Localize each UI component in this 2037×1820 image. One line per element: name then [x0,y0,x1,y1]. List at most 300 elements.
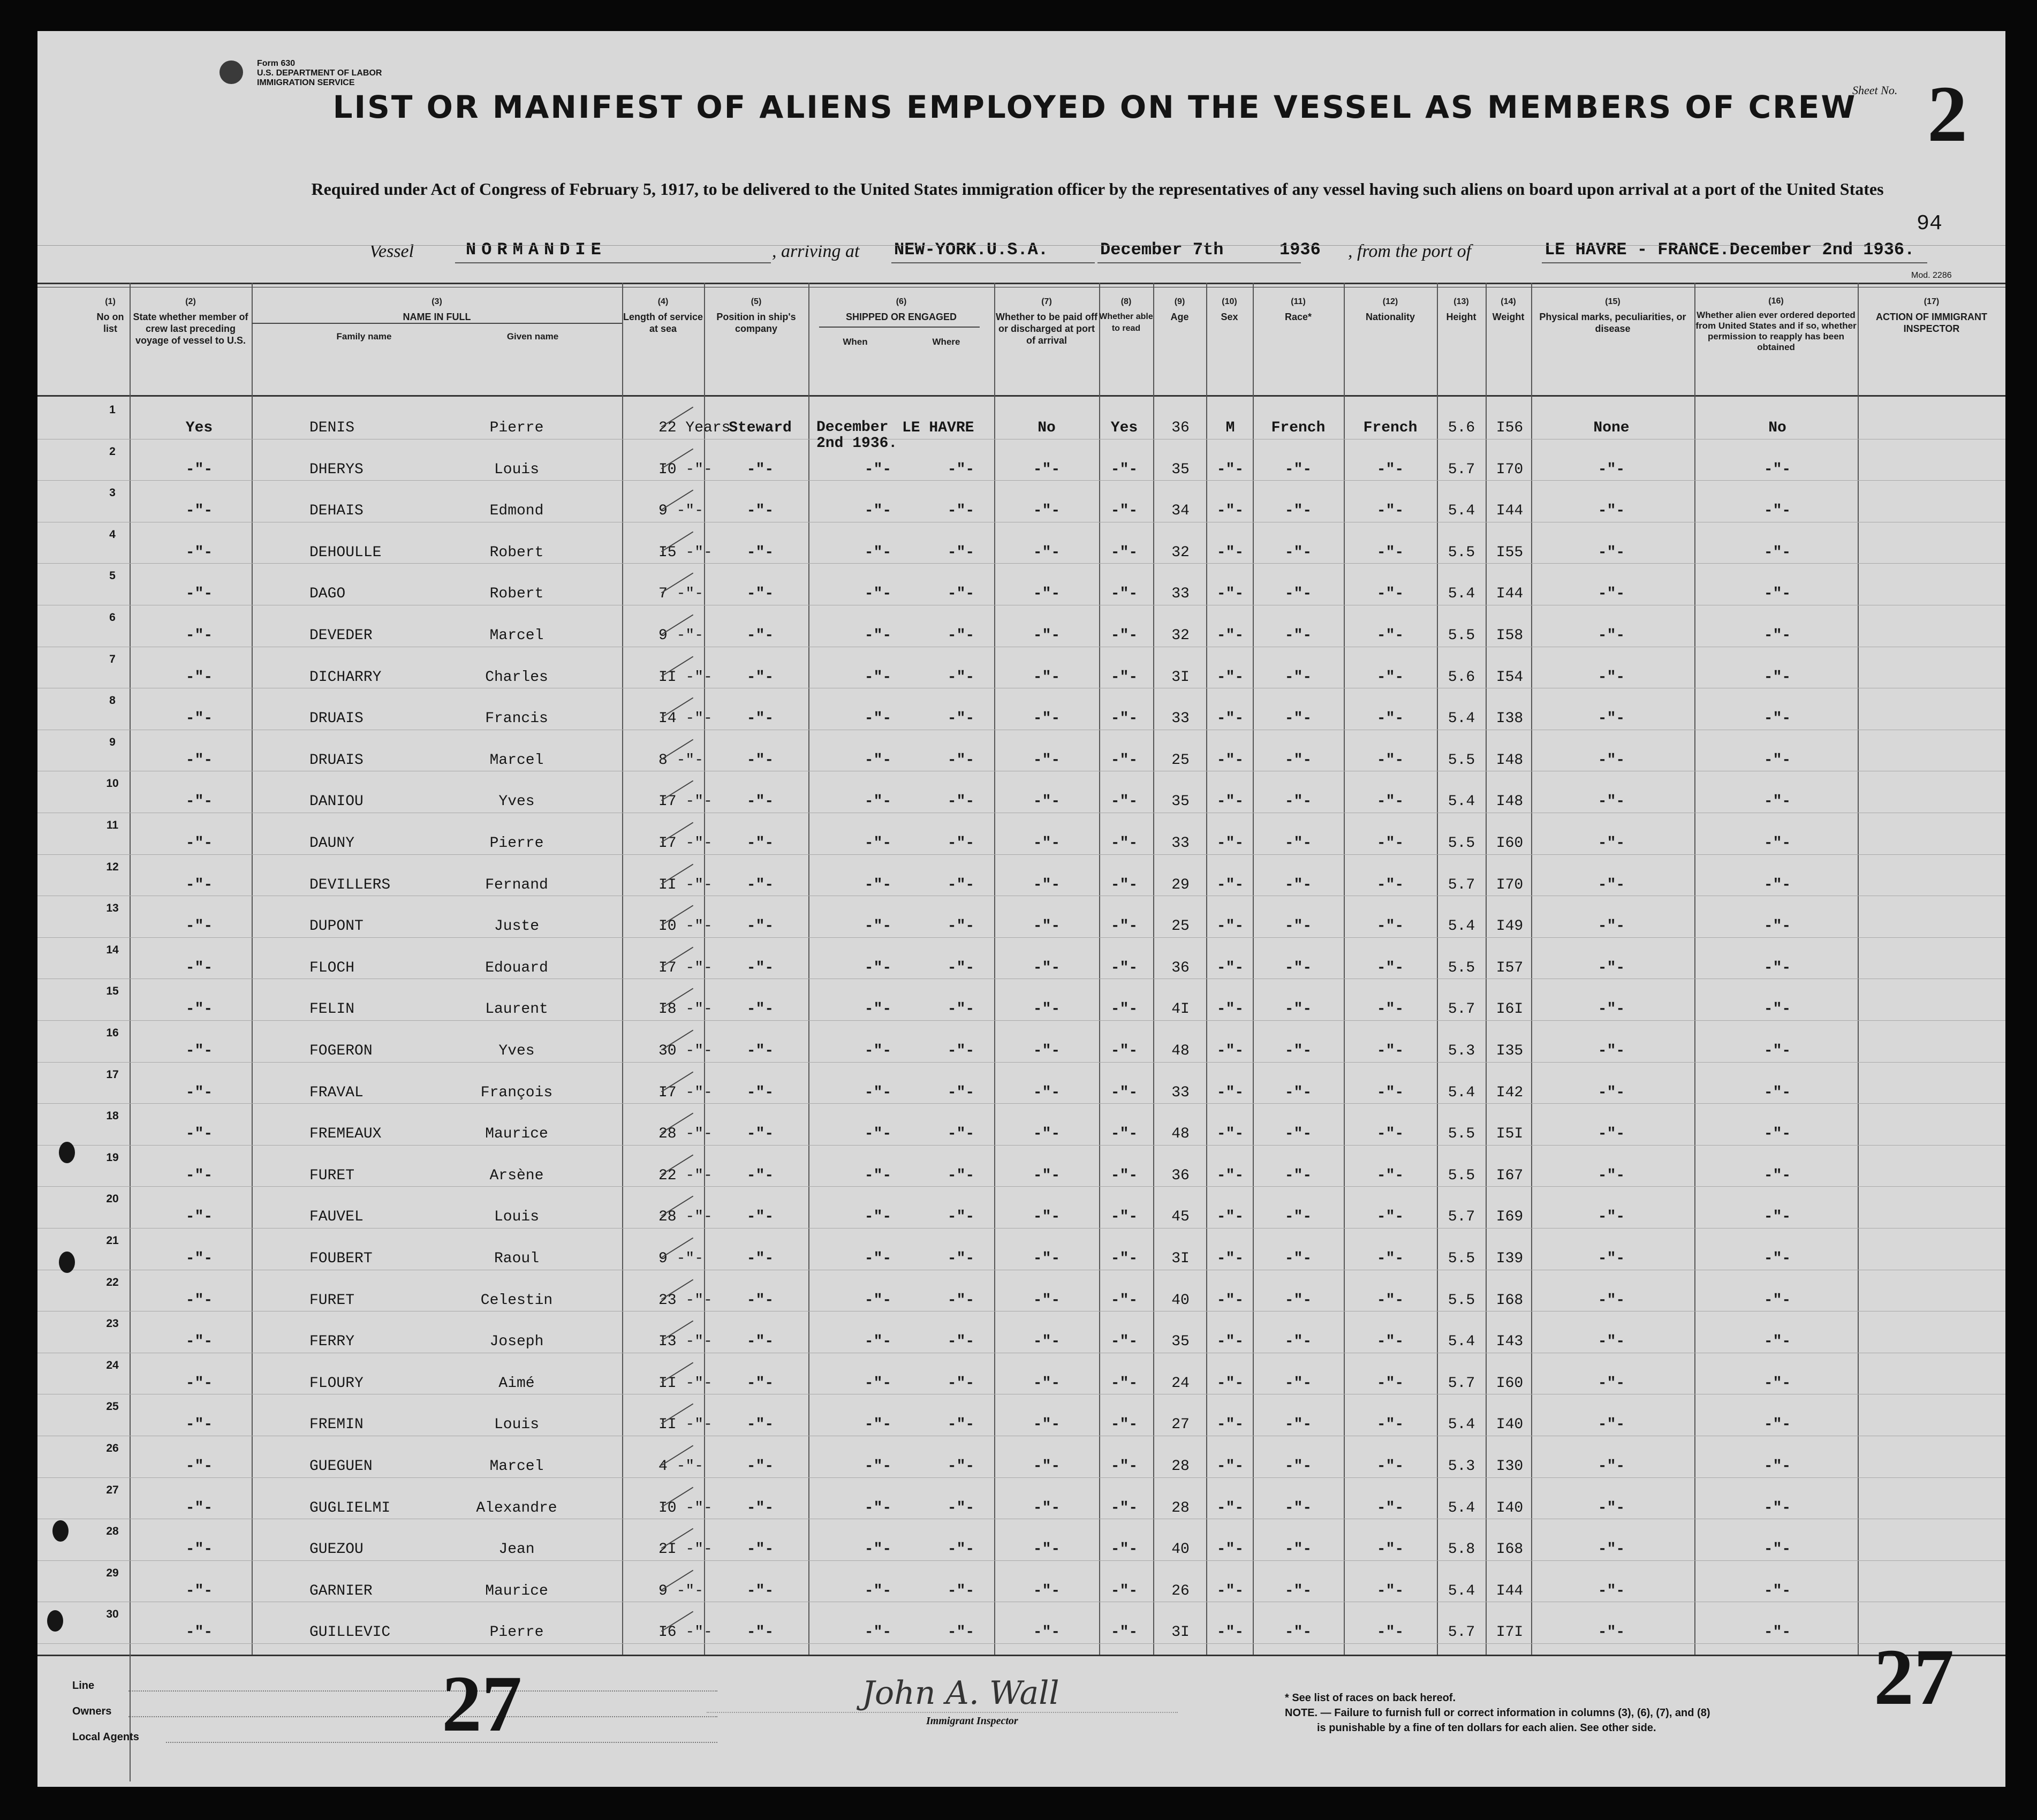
deported-cell: -"- [1763,1209,1791,1226]
position-cell: -"- [746,1499,774,1516]
nationality-cell: -"- [1376,1624,1404,1641]
physical-marks-cell: -"- [1597,752,1625,769]
height-cell: 5.4 [1448,1333,1475,1351]
service-length-cell: 28 -"- [658,1126,713,1143]
shipped-when-cell: -"- [864,627,892,644]
line-label: Line [72,1680,95,1692]
able-to-read-cell: -"- [1110,1624,1138,1641]
service-length-cell: I3 -"- [658,1333,713,1351]
age-cell: 34 [1171,503,1190,520]
paid-off-cell: No [1038,420,1056,436]
deported-cell: -"- [1763,1499,1791,1516]
family-name-cell: FAUVEL [309,1209,364,1226]
nationality-cell: -"- [1376,1043,1404,1059]
paid-off-cell: -"- [1033,918,1061,935]
family-name-cell: FOGERON [309,1043,373,1059]
model-number: Mod. 2286 [1911,271,1952,280]
able-to-read-cell: Yes [1110,420,1138,436]
sex-cell: -"- [1216,1375,1244,1392]
paid-off-cell: -"- [1033,1458,1061,1475]
deported-cell: -"- [1763,1333,1791,1351]
age-cell: 36 [1171,959,1190,976]
prior-voyage-cell: -"- [185,1250,213,1267]
physical-marks-cell: -"- [1597,1375,1625,1392]
nationality-cell: -"- [1376,1167,1404,1184]
row-number: 4 [109,528,116,541]
family-name-cell: DAGO [309,586,346,603]
nationality-cell: -"- [1376,1416,1404,1434]
race-cell: -"- [1284,876,1312,893]
vessel-label: Vessel [369,241,414,261]
shipped-when-cell: -"- [864,1375,892,1392]
height-cell: 5.4 [1448,710,1475,727]
row-number: 28 [106,1525,119,1538]
physical-marks-cell: -"- [1597,959,1625,976]
service-length-cell: 9 -"- [658,1250,704,1267]
position-cell: -"- [746,586,774,603]
position-cell: -"- [746,1292,774,1309]
shipped-where-cell: -"- [947,1499,975,1516]
sex-cell: -"- [1216,710,1244,727]
family-name-cell: FRAVAL [309,1084,364,1101]
physical-marks-cell: -"- [1597,1416,1625,1434]
races-note: * See list of races on back hereof. [1285,1692,1456,1704]
row-number: 19 [106,1151,119,1164]
prior-voyage-cell: -"- [185,1333,213,1351]
prior-voyage-cell: -"- [185,918,213,935]
sex-cell: -"- [1216,1582,1244,1599]
row-number: 30 [106,1608,119,1621]
prior-voyage-cell: -"- [185,627,213,644]
family-name-cell: DENIS [309,420,355,436]
service-length-cell: II -"- [658,1416,713,1434]
able-to-read-cell: -"- [1110,959,1138,976]
position-cell: -"- [746,1250,774,1267]
row-number: 14 [106,943,119,956]
race-cell: -"- [1284,1541,1312,1558]
nationality-cell: -"- [1376,1541,1404,1558]
race-cell: -"- [1284,1209,1312,1226]
deported-cell: -"- [1763,461,1791,478]
nationality-cell: -"- [1376,1126,1404,1143]
physical-marks-cell: -"- [1597,1043,1625,1059]
prior-voyage-cell: -"- [185,461,213,478]
shipped-where-cell: -"- [947,544,975,561]
shipped-where-cell: -"- [947,1416,975,1434]
race-cell: French [1271,420,1326,436]
paid-off-cell: -"- [1033,793,1061,810]
prior-voyage-cell: -"- [185,1541,213,1558]
shipped-where-cell: -"- [947,1458,975,1475]
nationality-cell: -"- [1376,461,1404,478]
family-name-cell: GUEZOU [309,1541,364,1558]
given-name-cell: Yves [498,793,535,810]
age-cell: 33 [1171,1084,1190,1101]
col-header-when: When [843,337,868,347]
family-name-cell: DRUAIS [309,710,364,727]
able-to-read-cell: -"- [1110,669,1138,686]
total-count-stamp: 27 [442,1659,522,1748]
col-header-position: (5) Position in ship's company [716,297,796,334]
shipped-when-cell: -"- [864,1292,892,1309]
position-cell: -"- [746,752,774,769]
service-length-cell: I7 -"- [658,959,713,976]
age-cell: 32 [1171,627,1190,644]
row-number: 18 [106,1110,119,1123]
physical-marks-cell: -"- [1597,918,1625,935]
physical-marks-cell: -"- [1597,1499,1625,1516]
paid-off-cell: -"- [1033,503,1061,520]
height-cell: 5.5 [1448,1250,1475,1267]
sex-cell: -"- [1216,1499,1244,1516]
given-name-cell: Edouard [485,959,548,976]
row-number: 2 [109,445,116,458]
nationality-cell: -"- [1376,1375,1404,1392]
able-to-read-cell: -"- [1110,1458,1138,1475]
position-cell: -"- [746,544,774,561]
shipped-where-cell: -"- [947,1292,975,1309]
weight-cell: I58 [1496,627,1524,644]
given-name-cell: Edmond [489,503,544,520]
able-to-read-cell: -"- [1110,1167,1138,1184]
age-cell: 40 [1171,1292,1190,1309]
row-number: 10 [106,777,119,790]
service-length-cell: II -"- [658,876,713,893]
shipped-when-cell: -"- [864,1043,892,1059]
family-name-cell: DEVEDER [309,627,373,644]
weight-cell: I49 [1496,918,1524,935]
weight-cell: I54 [1496,669,1524,686]
weight-cell: I43 [1496,1333,1524,1351]
col-header-given-name: Given name [506,331,559,342]
physical-marks-cell: -"- [1597,1167,1625,1184]
col-header-weight: (14) Weight [1492,297,1525,322]
nationality-cell: -"- [1376,1292,1404,1309]
physical-marks-cell: -"- [1597,1582,1625,1599]
service-length-cell: I7 -"- [658,835,713,852]
race-cell: -"- [1284,586,1312,603]
prior-voyage-cell: -"- [185,835,213,852]
height-cell: 5.5 [1448,544,1475,561]
height-cell: 5.5 [1448,835,1475,852]
paid-off-cell: -"- [1033,1375,1061,1392]
nationality-cell: -"- [1376,1209,1404,1226]
age-cell: 28 [1171,1499,1190,1516]
paid-off-cell: -"- [1033,1333,1061,1351]
given-name-cell: Pierre [489,835,544,852]
nationality-cell: -"- [1376,1582,1404,1599]
paid-off-cell: -"- [1033,1167,1061,1184]
weight-cell: I70 [1496,461,1524,478]
form-number: Form 630 [257,59,296,68]
paid-off-cell: -"- [1033,752,1061,769]
given-name-cell: Marcel [489,752,544,769]
col-header-paid-off: (7) Whether to be paid off or discharged at port of arrival [996,297,1097,346]
service-length-cell: 9 -"- [658,503,704,520]
race-cell: -"- [1284,1499,1312,1516]
deported-cell: -"- [1763,669,1791,686]
col-header-deported: (16) Whether alien ever ordered deported from United States and if so, whether permission to reapply has been obtained [1695,297,1857,352]
weight-cell: I48 [1496,793,1524,810]
prior-voyage-cell: -"- [185,1209,213,1226]
col-header-name: (3) NAME IN FULL [403,297,471,322]
prior-voyage-cell: -"- [185,1416,213,1434]
nationality-cell: -"- [1376,627,1404,644]
given-name-cell: Robert [489,544,544,561]
physical-marks-cell: -"- [1597,503,1625,520]
shipped-when-cell: -"- [864,1001,892,1018]
row-number: 5 [109,570,116,582]
family-name-cell: FURET [309,1292,355,1309]
shipped-when-cell: -"- [864,918,892,935]
given-name-cell: Louis [494,461,540,478]
shipped-when-cell: -"- [864,1333,892,1351]
height-cell: 5.5 [1448,1167,1475,1184]
age-cell: 33 [1171,710,1190,727]
age-cell: 35 [1171,461,1190,478]
family-name-cell: GUEGUEN [309,1458,373,1475]
weight-cell: I38 [1496,710,1524,727]
deported-cell: -"- [1763,1126,1791,1143]
age-cell: 36 [1171,1167,1190,1184]
sex-cell: M [1225,420,1235,436]
family-name-cell: FELIN [309,1001,355,1018]
position-cell: -"- [746,959,774,976]
service-name: IMMIGRATION SERVICE [257,78,355,87]
physical-marks-cell: -"- [1597,710,1625,727]
nationality-cell: -"- [1376,586,1404,603]
service-length-cell: 30 -"- [658,1043,713,1059]
sex-cell: -"- [1216,1250,1244,1267]
race-cell: -"- [1284,1582,1312,1599]
deported-cell: -"- [1763,503,1791,520]
able-to-read-cell: -"- [1110,1250,1138,1267]
sex-cell: -"- [1216,793,1244,810]
given-name-cell: Joseph [489,1333,544,1351]
paid-off-cell: -"- [1033,1541,1061,1558]
family-name-cell: DEHOULLE [309,544,382,561]
weight-cell: I40 [1496,1416,1524,1434]
nationality-cell: -"- [1376,793,1404,810]
prior-voyage-cell: Yes [185,420,213,436]
height-cell: 5.7 [1448,876,1475,893]
prior-voyage-cell: -"- [185,586,213,603]
prior-voyage-cell: -"- [185,1292,213,1309]
height-cell: 5.6 [1448,420,1475,436]
shipped-when-cell: -"- [864,1084,892,1101]
race-cell: -"- [1284,1043,1312,1059]
able-to-read-cell: -"- [1110,793,1138,810]
race-cell: -"- [1284,710,1312,727]
given-name-cell: Louis [494,1416,540,1434]
position-cell: -"- [746,503,774,520]
position-cell: -"- [746,1458,774,1475]
shipped-where-cell: -"- [947,1250,975,1267]
paid-off-cell: -"- [1033,1582,1061,1599]
sex-cell: -"- [1216,1126,1244,1143]
nationality-cell: -"- [1376,669,1404,686]
nationality-cell: -"- [1376,1458,1404,1475]
col-header-prior-voyage: (2) State whether member of crew last preceding voyage of vessel to U.S. [133,297,248,346]
deported-cell: -"- [1763,793,1791,810]
position-cell: -"- [746,1001,774,1018]
shipped-when-cell: December 2nd 1936. [816,419,898,452]
age-cell: 33 [1171,586,1190,603]
shipped-when-cell: -"- [864,544,892,561]
sex-cell: -"- [1216,1043,1244,1059]
position-cell: -"- [746,1582,774,1599]
age-cell: 3I [1171,669,1190,686]
deported-cell: No [1768,420,1786,436]
document-title: LIST OR MANIFEST OF ALIENS EMPLOYED ON THE VESSEL AS MEMBERS OF CREW [332,89,1857,125]
race-cell: -"- [1284,1416,1312,1434]
height-cell: 5.3 [1448,1458,1475,1475]
able-to-read-cell: -"- [1110,1126,1138,1143]
service-length-cell: I6 -"- [658,1624,713,1641]
deported-cell: -"- [1763,710,1791,727]
age-cell: 25 [1171,752,1190,769]
given-name-cell: Charles [485,669,548,686]
deported-cell: -"- [1763,918,1791,935]
deported-cell: -"- [1763,1084,1791,1101]
row-number: 25 [106,1400,119,1413]
shipped-where-cell: -"- [947,669,975,686]
race-cell: -"- [1284,1375,1312,1392]
family-name-cell: DUPONT [309,918,364,935]
col-header-shipped: (6) SHIPPED OR ENGAGED [845,297,957,322]
race-cell: -"- [1284,503,1312,520]
height-cell: 5.8 [1448,1541,1475,1558]
row-number: 1 [109,404,116,416]
prior-voyage-cell: -"- [185,959,213,976]
position-cell: -"- [746,1167,774,1184]
able-to-read-cell: -"- [1110,1292,1138,1309]
height-cell: 5.5 [1448,1292,1475,1309]
physical-marks-cell: -"- [1597,586,1625,603]
deported-cell: -"- [1763,1582,1791,1599]
physical-marks-cell: -"- [1597,544,1625,561]
arrival-port: NEW-YORK.U.S.A. [894,240,1049,260]
owners-label: Owners [72,1705,112,1717]
departure-port: LE HAVRE - FRANCE.December 2nd 1936. [1544,240,1915,260]
given-name-cell: Raoul [494,1250,540,1267]
paid-off-cell: -"- [1033,1499,1061,1516]
arrival-date: December 7th [1100,240,1224,260]
position-cell: -"- [746,627,774,644]
arrival-year: 1936 [1279,240,1321,260]
family-name-cell: DAUNY [309,835,355,852]
position-cell: -"- [746,918,774,935]
shipped-when-cell: -"- [864,752,892,769]
deported-cell: -"- [1763,1541,1791,1558]
shipped-where-cell: -"- [947,835,975,852]
deported-cell: -"- [1763,876,1791,893]
sex-cell: -"- [1216,1458,1244,1475]
weight-cell: I70 [1496,876,1524,893]
age-cell: 45 [1171,1209,1190,1226]
sex-cell: -"- [1216,918,1244,935]
height-cell: 5.4 [1448,918,1475,935]
inspector-signature: John A. Wall [862,1674,1059,1712]
row-number: 22 [106,1276,119,1288]
deported-cell: -"- [1763,586,1791,603]
row-number: 15 [106,985,119,998]
position-cell: -"- [746,1541,774,1558]
service-length-cell: I4 -"- [658,710,713,727]
row-number: 9 [109,735,116,748]
arriving-label: , arriving at [772,241,860,261]
able-to-read-cell: -"- [1110,1001,1138,1018]
nationality-cell: -"- [1376,876,1404,893]
service-length-cell: I0 -"- [658,918,713,935]
sex-cell: -"- [1216,1001,1244,1018]
race-cell: -"- [1284,1624,1312,1641]
shipped-where-cell: -"- [947,1126,975,1143]
given-name-cell: Maurice [485,1582,548,1599]
shipped-when-cell: -"- [864,1209,892,1226]
able-to-read-cell: -"- [1110,918,1138,935]
age-cell: 48 [1171,1126,1190,1143]
service-length-cell: II -"- [658,1375,713,1392]
weight-cell: I44 [1496,503,1524,520]
paid-off-cell: -"- [1033,1126,1061,1143]
col-header-service-length: (4) Length of service at sea [623,297,703,334]
deported-cell: -"- [1763,1416,1791,1434]
sex-cell: -"- [1216,669,1244,686]
age-cell: 35 [1171,793,1190,810]
given-name-cell: Pierre [489,1624,544,1641]
shipped-where-cell: -"- [947,1333,975,1351]
prior-voyage-cell: -"- [185,1001,213,1018]
sex-cell: -"- [1216,1084,1244,1101]
sex-cell: -"- [1216,1292,1244,1309]
shipped-where-cell: -"- [947,793,975,810]
able-to-read-cell: -"- [1110,1333,1138,1351]
service-length-cell: 7 -"- [658,586,704,603]
able-to-read-cell: -"- [1110,876,1138,893]
sex-cell: -"- [1216,1624,1244,1641]
deported-cell: -"- [1763,1458,1791,1475]
shipped-where-cell: -"- [947,1001,975,1018]
paid-off-cell: -"- [1033,544,1061,561]
prior-voyage-cell: -"- [185,1084,213,1101]
shipped-where-cell: -"- [947,1582,975,1599]
paid-off-cell: -"- [1033,835,1061,852]
height-cell: 5.5 [1448,1126,1475,1143]
age-cell: 33 [1171,835,1190,852]
nationality-cell: -"- [1376,835,1404,852]
able-to-read-cell: -"- [1110,1375,1138,1392]
given-name-cell: Celestin [480,1292,553,1309]
deported-cell: -"- [1763,1001,1791,1018]
age-cell: 4I [1171,1001,1190,1018]
inspector-label: Immigrant Inspector [926,1715,1018,1727]
row-number: 12 [106,860,119,873]
service-length-cell: I0 -"- [658,461,713,478]
prior-voyage-cell: -"- [185,1126,213,1143]
service-length-cell: 28 -"- [658,1209,713,1226]
row-number: 27 [106,1483,119,1496]
shipped-when-cell: -"- [864,1458,892,1475]
race-cell: -"- [1284,1001,1312,1018]
physical-marks-cell: -"- [1597,669,1625,686]
deported-cell: -"- [1763,752,1791,769]
able-to-read-cell: -"- [1110,627,1138,644]
given-name-cell: François [480,1084,553,1101]
height-cell: 5.7 [1448,461,1475,478]
col-header-age: (9) Age [1170,297,1189,322]
physical-marks-cell: -"- [1597,1541,1625,1558]
